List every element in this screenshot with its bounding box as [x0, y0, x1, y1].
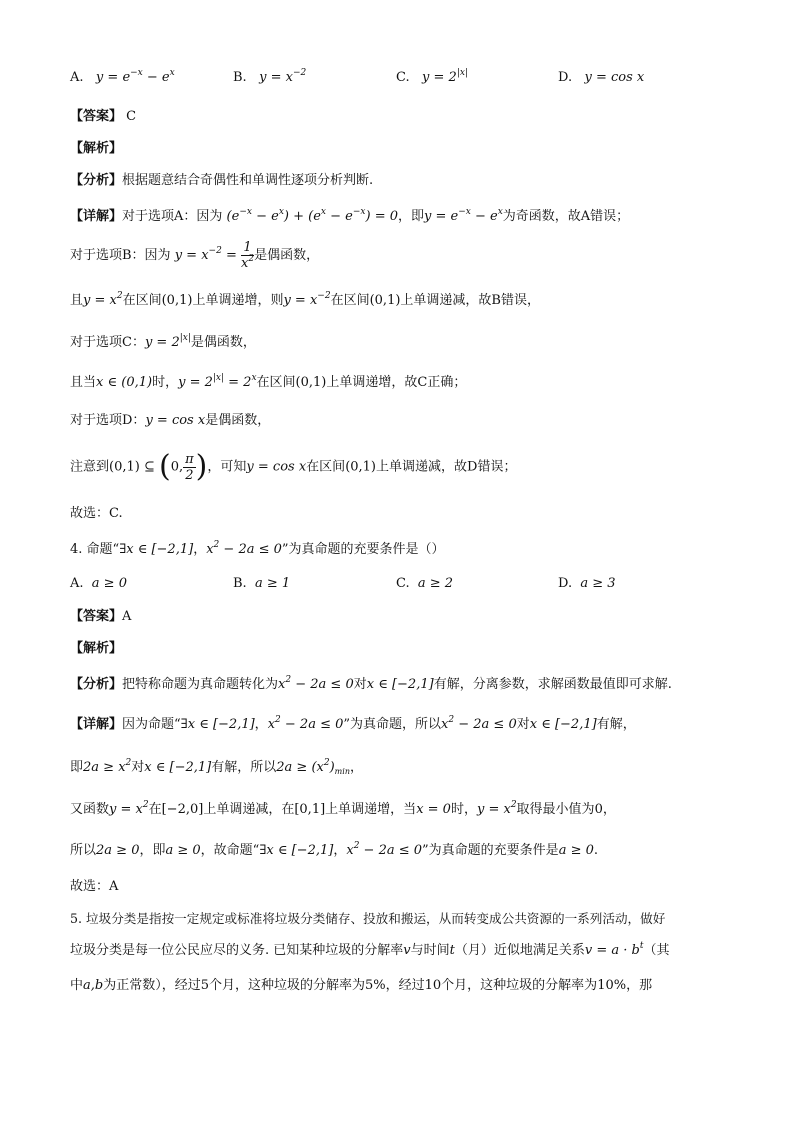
fraction: $\frac{\pi}{2}$ [185, 451, 194, 483]
text: 时， [152, 375, 179, 390]
option-a [70, 70, 175, 85]
text: ， [602, 802, 616, 817]
text: ，即 [139, 843, 166, 858]
option-label: A. [70, 576, 84, 591]
text: ”为真命题的充要条件是 [422, 843, 559, 858]
formula: $x^2 - 2a \le 0$ [441, 715, 517, 732]
detail-line-1 [70, 206, 629, 228]
text: 5. 垃圾分类是指按一定规定或标准将垃圾分类储存、投放和搬运，从而转变成公共资源的一系列活动，做好 [70, 911, 666, 926]
option-label: D. [558, 576, 573, 591]
text: 对于选项C： [70, 335, 145, 350]
q5-line-3 [70, 975, 652, 997]
q4-analysis-heading [70, 638, 122, 660]
text: （其 [643, 943, 670, 958]
text: 且 [70, 293, 84, 308]
text: 且当 [70, 375, 97, 390]
text: 即 [70, 760, 84, 775]
text: 注意到 [70, 459, 110, 475]
formula: $v = a \cdot b^t$ [584, 941, 644, 958]
formula: $2a \ge x^2$ [83, 758, 132, 775]
formula: y = cos x [246, 459, 307, 475]
q4-detail-3 [70, 799, 616, 821]
fenxi-line [70, 170, 373, 192]
q4-option-a [70, 576, 127, 591]
formula: [0,1] [294, 802, 326, 817]
percent-10: 10% [597, 978, 627, 993]
formula: a ≥ 2 [409, 576, 454, 591]
formula: v [403, 943, 411, 958]
fraction: $\frac{1}{x^2}$ [241, 240, 255, 271]
text: 是偶函数， [190, 335, 256, 350]
fenxi-text: 根据题意结合奇偶性和单调性逐项分析判断. [122, 173, 374, 188]
formula: 2a ≥ 0 [96, 843, 140, 858]
formula: 0 [594, 802, 603, 817]
formula: a ≥ 1 [246, 576, 291, 591]
q3-choose [70, 503, 123, 525]
text: 对 [516, 717, 530, 732]
text: 又函数 [70, 802, 110, 817]
formula: [−2,0] [161, 802, 204, 817]
answer-value: A [122, 609, 132, 624]
text: ”为真命题的充要条件是（） [281, 542, 445, 557]
text: . [593, 843, 599, 858]
q4-option-b [233, 576, 290, 591]
text: 对 [131, 760, 145, 775]
text: 对于选项D： [70, 413, 146, 428]
answer-tag: 【答案】 [70, 609, 123, 624]
q4-detail-2 [70, 757, 363, 779]
fenxi-tag: 【分析】 [70, 173, 123, 188]
option-b-formula: $y = x^{-2}$ [250, 68, 307, 85]
formula: (0,1) [161, 293, 193, 308]
formula: x ∈ (0,1) [96, 375, 153, 390]
text: 中 [70, 978, 84, 993]
formula: $x^2 - 2a \le 0$ [278, 675, 354, 692]
text: ，即 [398, 209, 425, 224]
q4-answer [70, 606, 131, 628]
detail-line-6 [70, 410, 270, 432]
formula: (0,1) [369, 293, 401, 308]
text: 有解， [596, 717, 636, 732]
formula: $y = 2^{|x|} = 2^x$ [178, 373, 257, 390]
answer-line [70, 106, 136, 128]
text: 取得最小值为 [516, 802, 595, 817]
text: 对于选项B：因为 [70, 248, 171, 263]
formula: $y = x^{-2}$ = [174, 246, 241, 263]
text: ，经过10个月，这种垃圾的分解率为 [385, 978, 598, 993]
option-b-label: B. [233, 70, 247, 85]
text: 为奇函数，故A错误； [502, 209, 630, 224]
option-c-formula: $y = 2^{|x|}$ [413, 68, 468, 85]
text: 在区间 [256, 375, 296, 390]
text: 时， [450, 802, 477, 817]
formula: $x^2 - 2a \le 0$ [346, 841, 423, 858]
q5-line-1 [70, 908, 665, 930]
detail-line-7: 注意到(0,1) ⊆ (0, $\frac{\pi}{2}$ )，可知y = cos x在区间(0,1)上单调递减，故D错误； [70, 449, 517, 484]
detail-tag: 【详解】 [70, 209, 123, 224]
text: 在区间 [306, 459, 346, 475]
q4-detail-1 [70, 714, 636, 736]
q4-detail-4 [70, 840, 598, 862]
text: 有解，所以 [211, 760, 277, 775]
option-c-label: C. [396, 70, 410, 85]
formula: x ∈ [−2,1] [366, 677, 434, 692]
analysis-tag: 【解析】 [70, 141, 123, 156]
formula: $x^2 - 2a \le 0$ [206, 540, 282, 557]
formula: $y = x^2$ [109, 800, 149, 817]
detail-line-4 [70, 332, 256, 354]
text: ”为真命题，所以 [343, 717, 442, 732]
text: 故选：C. [70, 506, 123, 521]
formula: x = 0 [416, 802, 451, 817]
text: 上单调递增，当 [325, 802, 417, 817]
text: ， [349, 760, 363, 775]
formula: ∃x ∈ [−2,1] [180, 717, 255, 732]
analysis-heading [70, 138, 122, 160]
text: 垃圾分类是每一位公民应尽的义务. 已知某种垃圾的分解率 [70, 943, 404, 958]
text: 所以 [70, 843, 97, 858]
text: 上单调递减，在 [203, 802, 295, 817]
percent-5: 5% [365, 978, 386, 993]
formula: a,b [83, 978, 104, 993]
analysis-tag: 【解析】 [70, 641, 123, 656]
text: 上单调递增，故C正确； [326, 375, 467, 390]
text: ， [254, 717, 268, 732]
detail-tag: 【详解】 [70, 717, 123, 732]
text: 上单调递增，则 [192, 293, 284, 308]
text: ，那 [626, 978, 653, 993]
formula: t [449, 943, 455, 958]
text: 在区间 [122, 293, 162, 308]
q4-option-d [558, 576, 616, 591]
text: 上单调递减，故D错误； [376, 459, 517, 475]
formula: $y = x^2$ [83, 291, 123, 308]
text: 与时间 [410, 943, 450, 958]
option-a-formula: $y = e^{-x} - e^x$ [87, 68, 175, 85]
formula: (0,1) ⊆ [109, 459, 159, 475]
option-a-label: A. [70, 70, 84, 85]
formula: a ≥ 3 [572, 576, 616, 591]
fenxi-tag: 【分析】 [70, 677, 123, 692]
option-label: C. [396, 576, 410, 591]
text: 在 [148, 802, 162, 817]
text: 对于选项A：因为 [122, 209, 223, 224]
option-d [558, 70, 644, 85]
formula: y = cos x [145, 413, 206, 428]
formula: x ∈ [−2,1] [144, 760, 212, 775]
text: ，故命题“ [200, 843, 260, 858]
option-d-formula: y = cos x [576, 70, 645, 85]
option-d-label: D. [558, 70, 573, 85]
text: 把特称命题为真命题转化为 [122, 677, 279, 692]
text: 故选：A [70, 879, 119, 894]
q4-option-c [396, 576, 453, 591]
text: ，可知 [207, 459, 247, 475]
formula: (0,1) [295, 375, 327, 390]
formula: $y = 2^{|x|}$ [144, 333, 191, 350]
q4-fenxi [70, 674, 672, 696]
q5-line-2 [70, 940, 670, 962]
detail-line-5 [70, 372, 466, 394]
option-c [396, 70, 468, 85]
option-label: B. [233, 576, 247, 591]
text: ， [193, 542, 207, 557]
detail-line-3 [70, 290, 540, 312]
answer-tag: 【答案】 [70, 109, 123, 124]
formula: a ≥ 0 [558, 843, 594, 858]
text: 在区间 [330, 293, 370, 308]
q4-stem [70, 539, 445, 561]
option-b [233, 70, 306, 85]
text: 对 [353, 677, 367, 692]
text: 有解，分离参数，求解函数最值即可求解. [433, 677, 672, 692]
formula: $2a \ge (x^2)_{min}$ [276, 758, 350, 776]
formula: $y = e^{-x} - e^x$ [424, 207, 503, 224]
text: 是偶函数， [205, 413, 271, 428]
text: （月）近似地满足关系 [454, 943, 585, 958]
detail-line-2 [70, 240, 319, 271]
formula: $(e^{-x} - e^x) + (e^x - e^{-x}) = 0$ [226, 207, 398, 224]
text: 4. 命题“ [70, 542, 120, 557]
formula: (0,1) [345, 459, 377, 475]
formula: x ∈ [−2,1] [529, 717, 597, 732]
q4-choose [70, 876, 118, 898]
text: 因为命题“ [122, 717, 181, 732]
formula: $y = x^{-2}$ [283, 291, 331, 308]
text: 为正常数），经过5个月，这种垃圾的分解率为 [103, 978, 366, 993]
formula: a ≥ 0 [83, 576, 127, 591]
text: ， [333, 843, 347, 858]
formula: a ≥ 0 [165, 843, 201, 858]
formula: $x^2 - 2a \le 0$ [267, 715, 344, 732]
formula: ∃x ∈ [−2,1] [119, 542, 194, 557]
text: 上单调递减，故B错误， [400, 293, 540, 308]
formula: 0, [170, 459, 184, 475]
text: 是偶函数， [254, 248, 320, 263]
answer-value: C [126, 109, 137, 124]
formula: ∃x ∈ [−2,1] [259, 843, 334, 858]
formula: $y = x^2$ [476, 800, 517, 817]
